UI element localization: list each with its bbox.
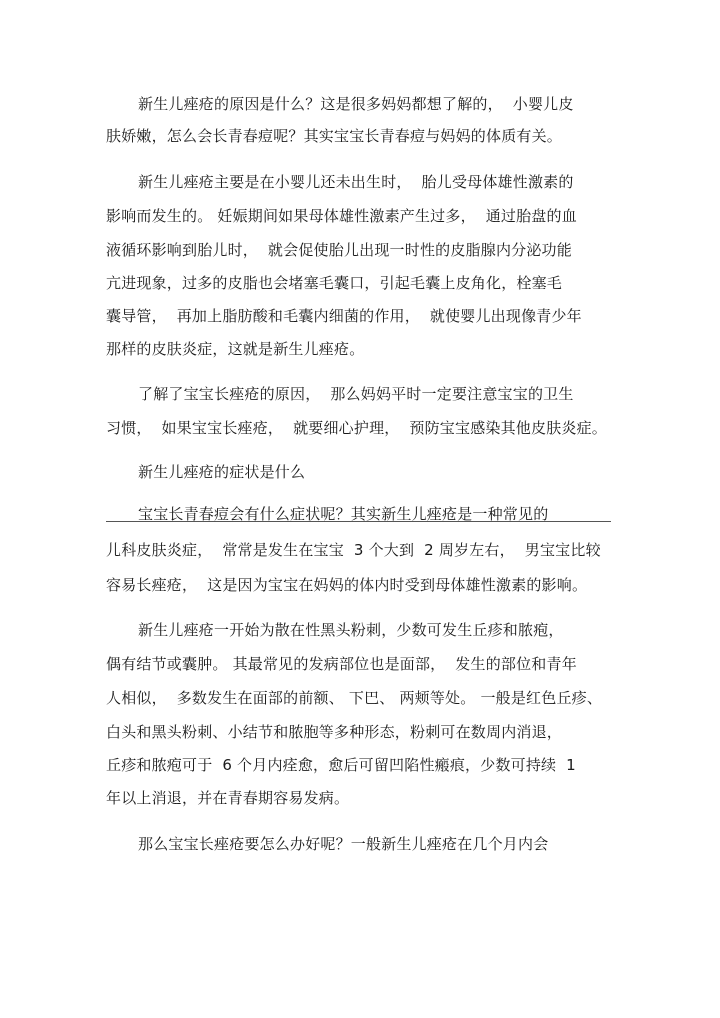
- paragraph-7-line-1: 那么宝宝长痤疮要怎么办好呢？一般新生儿痤疮在几个月内会: [138, 835, 549, 853]
- paragraph-6-line-1: 新生儿痤疮一开始为散在性黑头粉刺，少数可发生丘疹和脓疱，: [138, 621, 564, 639]
- paragraph-6-line-4: 白头和黑头粉刺、小结节和脓胞等多种形态，粉刺可在数周内消退，: [106, 723, 563, 741]
- paragraph-2-line-5: 囊导管， 再加上脂肪酸和毛囊内细菌的作用， 就使婴儿出现像青少年: [106, 307, 582, 325]
- paragraph-5-line-2: 儿科皮肤炎症， 常常是发生在宝宝 3 个大到 2 周岁左右， 男宝宝比较: [106, 541, 601, 559]
- paragraph-5-line-3: 容易长痤疮， 这是因为宝宝在妈妈的体内时受到母体雄性激素的影响。: [106, 576, 588, 594]
- paragraph-2-line-2: 影响而发生的。 妊娠期间如果母体雄性激素产生过多， 通过胎盘的血: [106, 207, 577, 225]
- paragraph-2-line-4: 亢进现象，过多的皮脂也会堵塞毛囊口，引起毛囊上皮角化，栓塞毛: [106, 274, 563, 292]
- paragraph-3-line-2: 习惯， 如果宝宝长痤疮， 就要细心护理， 预防宝宝感染其他皮肤炎症。: [106, 419, 608, 437]
- paragraph-6-line-2: 偶有结节或囊肿。 其最常见的发病部位也是面部， 发生的部位和青年: [106, 655, 577, 673]
- paragraph-2-line-3: 液循环影响到胎儿时， 就会促使胎儿出现一时性的皮脂腺内分泌功能: [106, 241, 572, 259]
- paragraph-1-line-1: 新生儿痤疮的原因是什么？这是很多妈妈都想了解的， 小婴儿皮: [138, 95, 574, 113]
- section-heading: 新生儿痤疮的症状是什么: [138, 463, 306, 481]
- paragraph-2-line-1: 新生儿痤疮主要是在小婴儿还未出生时， 胎儿受母体雄性激素的: [138, 173, 574, 191]
- paragraph-6-line-6: 年以上消退，并在青春期容易发病。: [106, 789, 350, 807]
- paragraph-1-line-2: 肤娇嫩，怎么会长青春痘呢？其实宝宝长青春痘与妈妈的体质有关。: [106, 127, 563, 145]
- paragraph-2-line-6: 那样的皮肤炎症，这就是新生儿痤疮。: [106, 340, 365, 358]
- paragraph-3-line-1: 了解了宝宝长痤疮的原因， 那么妈妈平时一定要注意宝宝的卫生: [138, 385, 574, 403]
- paragraph-6-line-5: 丘疹和脓疱可于 6 个月内痊愈，愈后可留凹陷性瘢痕，少数可持续 1: [106, 756, 576, 774]
- paragraph-5-line-1: 宝宝长青春痘会有什么症状呢？其实新生儿痤疮是一种常见的: [138, 505, 549, 523]
- paragraph-6-line-3: 人相似， 多数发生在面部的前额、 下巴、 两颊等处。 一般是红色丘疹、: [106, 689, 603, 707]
